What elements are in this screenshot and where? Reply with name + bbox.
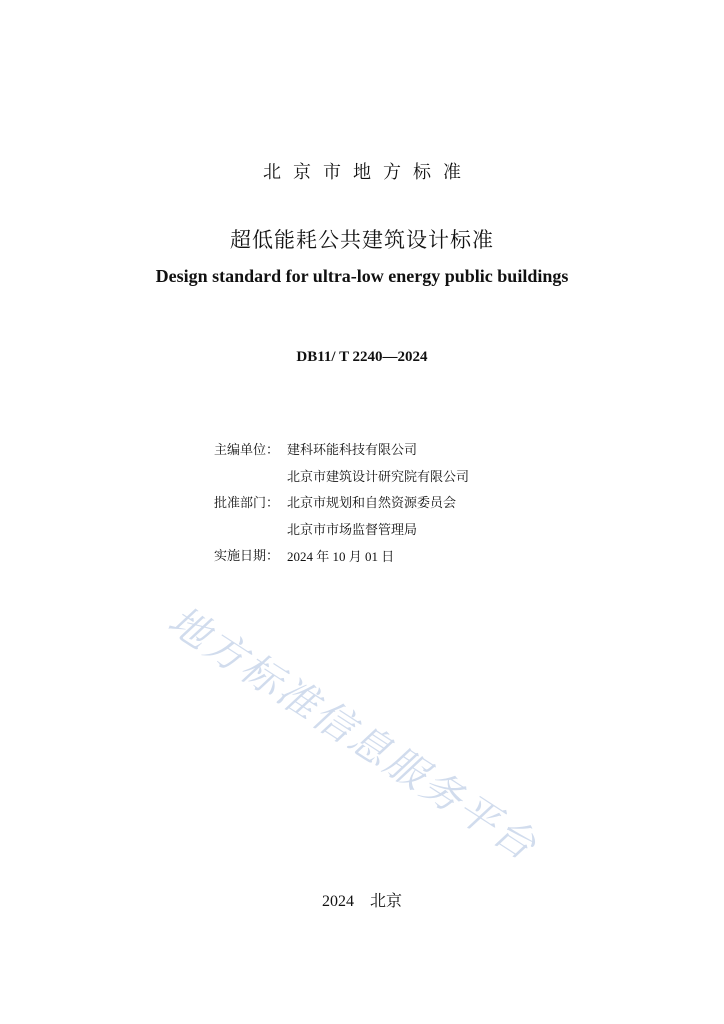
effective-date-label: 实施日期： (214, 549, 280, 564)
chief-editor-2: 北京市建筑设计研究院有限公司 (287, 469, 470, 485)
publication-info (214, 440, 634, 573)
series-title: 北京市地方标准 (263, 162, 473, 183)
chief-editor-row (214, 440, 634, 467)
approval-1: 北京市规划和自然资源委员会 (287, 496, 457, 511)
approval-row-2 (214, 520, 634, 547)
effective-month: 10 (332, 549, 346, 564)
standard-code: DB11/ T 2240—2024 (296, 349, 428, 365)
effective-date (287, 546, 394, 573)
footer-place: 北京 (369, 891, 402, 910)
approval-row (214, 493, 634, 520)
publication-footer (0, 888, 724, 911)
chief-editor-1: 建科环能科技有限公司 (287, 443, 418, 458)
approval-label: 批准部门： (214, 496, 280, 511)
watermark-text: 地方标准信息服务平台 (159, 597, 546, 871)
chief-editor-label: 主编单位： (214, 443, 280, 458)
chief-editor-row-2 (214, 467, 634, 494)
effective-year: 2024 (287, 549, 313, 564)
standard-title-chinese: 超低能耗公共建筑设计标准 (230, 228, 494, 252)
blank-label (214, 520, 287, 547)
effective-day-unit: 日 (381, 550, 395, 565)
effective-month-unit: 月 (348, 550, 362, 565)
effective-date-row (214, 546, 634, 573)
standard-title-english: Design standard for ultra-low energy public buildings (155, 266, 569, 286)
blank-label (214, 467, 287, 494)
approval-2: 北京市市场监督管理局 (287, 522, 418, 538)
effective-day: 01 (365, 549, 379, 564)
footer-year: 2024 (321, 893, 354, 910)
effective-year-unit: 年 (316, 550, 330, 565)
